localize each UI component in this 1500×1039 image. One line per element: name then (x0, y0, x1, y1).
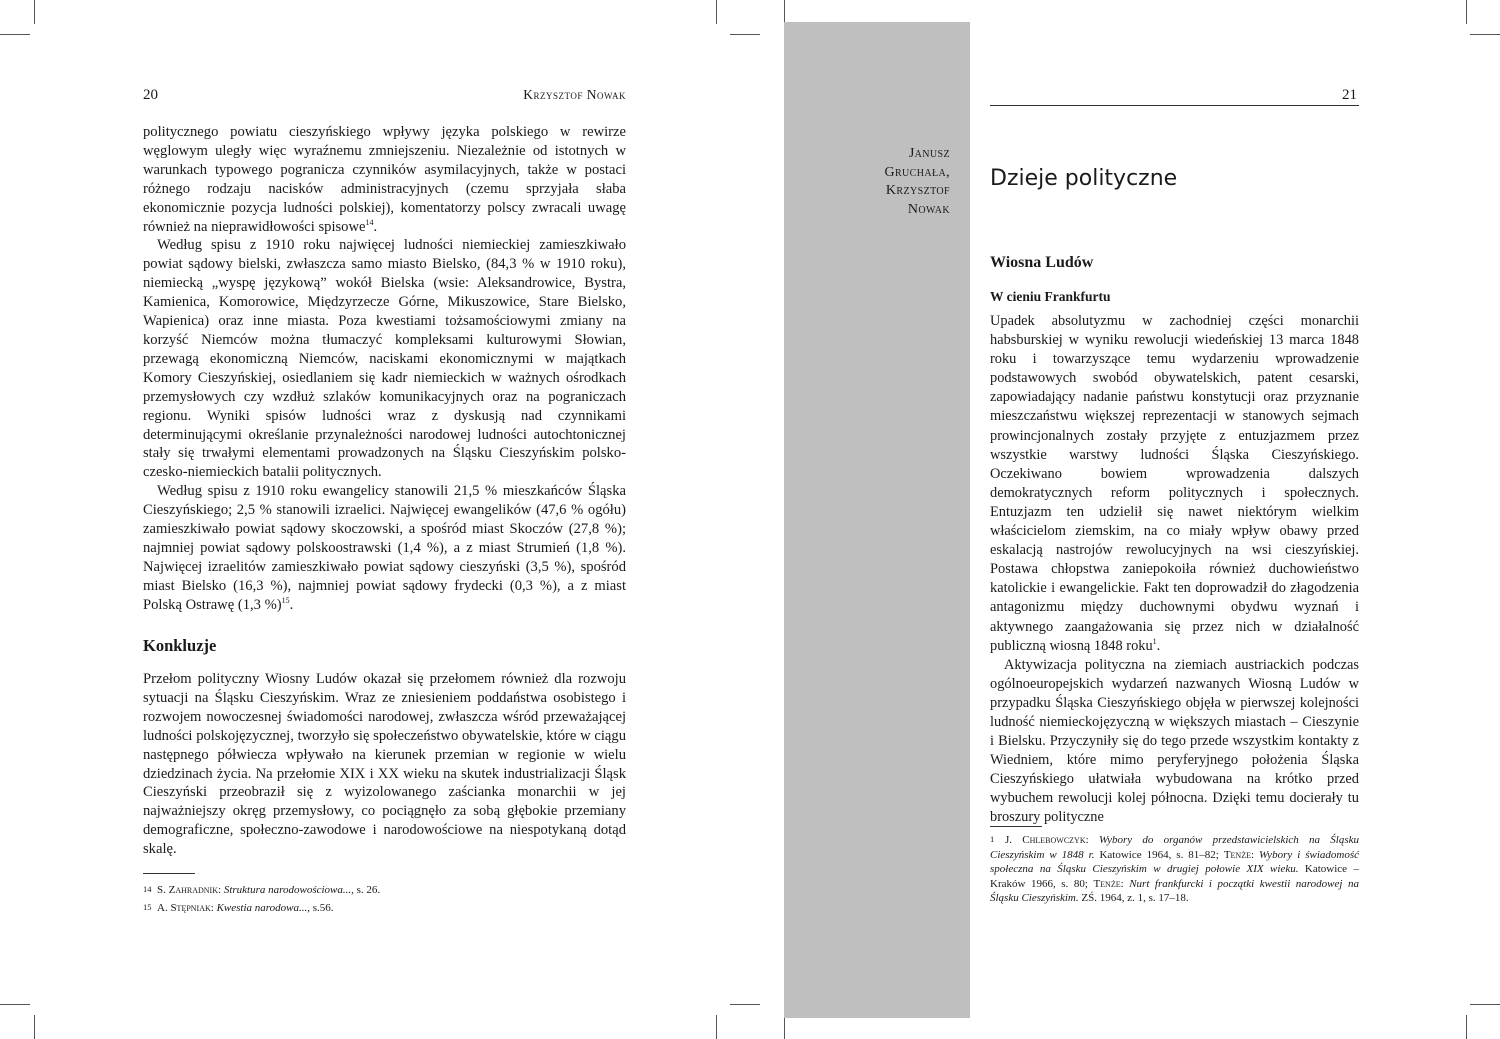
left-body-text (143, 123, 626, 615)
author-line: Nowak (907, 201, 950, 217)
paragraph: Według spisu z 1910 roku najwięcej ludności niemieckiej zamieszkiwało powiat sądowy bielski, zwłaszcza samo miasto Bielsko, (84,3 % w 1910 roku), niemiecką „wyspę językową” wokół Bielska (wsie: Aleksandrowice, Bystra, Kamienica, Komorowice, Międzyrzecze Górne, Mikuszowice, Stare Bielsko, Wapienica) oraz inne miasta. Poza kwestiami tożsamościowymi zmiany na korzyść Niemców można tłumaczyć kompleksami kulturowymi Słowian, przewagą ekonomiczną Niemców, naciskami ekonomicznymi w majątkach Komory Cieszyńskiej, osiedlaniem się kadr niemieckich w ważnych ośrodkach przemysłowych czy wzdłuż szlaków komunikacyjnych oraz na pograniczach regionu. Wyniki spisów ludności wraz z dyskusją nad czynnikami determinującymi określanie przynależności narodowej ludności autochtonicznej stały się trwałymi elementami prowadzonych na Śląsku Cieszyńskim polsko-czesko-niemieckich batalii politycznych. (143, 237, 626, 481)
paragraph: Według spisu z 1910 roku ewangelicy stanowili 21,5 % mieszkańców Śląska Cieszyńskiego; 2,5 % stanowili izraelici. Najwięcej ewangelików (47,6 % ogółu) zamieszkiwało powiat sądowy skoczowski, a spośród miast Skoczów (27,8 %); najmniej powiat sądowy polskoostrawski (1,4 %), a z miast Strumień (1,8 %). Najwięcej izraelitów zamieszkiwało powiat sądowy cieszyński (3,5 %), spośród miast Bielsko (16,3 %), najmniej powiat sądowy frydecki (0,3 %), a z miast Polską Ostrawę (1,3 %)$^{15}$. (143, 483, 626, 613)
paragraph: Upadek absolutyzmu w zachodniej części monarchii habsburskiej w wyniku rewolucji wiedeńskiej 13 marca 1848 roku i towarzyszące temu wydarzeniu wprowadzenie podstawowych swobód obywatelskich, patent cesarski, zapowiadający nadanie państwu konstytucji oraz przyznanie mieszczaństwu większej reprezentacji w stanowych sejmach prowincjonalnych zostały przyjęte z entuzjazmem przez wszystkie warstwy ludności Śląska Cieszyńskiego. Oczekiwano bowiem wprowadzenia dalszych demokratycznych reform politycznych i społecznych. Entuzjazm ten udzielił się nawet niektórym wielkim właścicielom ziemskim, na co miały wpływ obawy przed eskalacją nastrojów rewolucyjnych na wsi cieszyńskiej. Postawa chłopstwa zaniepokoiła również duchowieństwo katolickie i ewangelickie. Fakt ten doprowadził do złagodzenia antagonizmu między duchownymi obydwu wyznań i aktywnego zaangażowania się przez nich w działalność publiczną wiosną 1848 roku$^1$. (990, 313, 1359, 654)
footnote-ref[interactable]: 14 (365, 217, 374, 227)
section-heading-konkluzje: Konkluzje (143, 636, 217, 655)
footnote-ref[interactable]: 15 (281, 595, 290, 605)
author-line: Janusz (908, 146, 950, 161)
paragraph: Aktywizacja polityczna na ziemiach austriackich podczas ogólnoeuropejskich wydarzeń nazwanych Wiosną Ludów w przypadku Śląska Cieszyńskiego objęła w pierwszej kolejności ludność niemieckojęzyczną w większych miastach – Cieszynie i Bielsku. Przyczyniły się do tego przede wszystkim kontakty z Wiedniem, które mimo peryferyjnego położenia Śląska Cieszyńskiego ułatwiała wybudowana na krótko przed wybuchem rewolucji kolej północna. Dzięki temu docierały tu broszury polityczne (990, 656, 1359, 826)
footnote-ref[interactable]: 1 (1152, 636, 1157, 646)
crop-mark (784, 0, 785, 24)
crop-mark (1470, 34, 1500, 35)
paragraph: politycznego powiatu cieszyńskiego wpływy języka polskiego w rewirze węglowym uległy więc wyraźnemu zmniejszeniu. Niezależnie od istotnych w warunkach typowego pogranicza czynników asymilacyjnych, także w postaci różnego rodzaju nacisków administracyjnych (czemu sprzyjała słaba ekonomicznie pozycja ludności polskiej), komentatorzy polscy zwracali uwagę również na nieprawidłowości spisowe$^{14}$. (143, 124, 626, 235)
subsection-heading-frankfurt: W cieniu Frankfurtu (990, 289, 1111, 304)
chapter-title: Dzieje polityczne (990, 166, 1178, 191)
crop-mark (730, 1004, 760, 1005)
crop-mark (716, 0, 717, 24)
footnote-divider (143, 873, 195, 874)
footnote: 15 A. Stępniak: Kwestia narodowa..., s.56. (143, 902, 334, 914)
crop-mark (1466, 1015, 1467, 1039)
crop-mark (730, 34, 760, 35)
page-number-right: 21 (1342, 87, 1357, 103)
header-rule (990, 105, 1359, 106)
footnote-divider (990, 826, 1042, 827)
crop-mark (34, 1015, 35, 1039)
left-footnotes (143, 881, 626, 917)
right-body-text (990, 312, 1359, 828)
crop-mark (1470, 1004, 1500, 1005)
crop-mark (0, 34, 30, 35)
right-footnote: 1 J. Chlebowczyk: Wybory do organów przedstawicielskich na Śląsku Cieszyńskim w 1848 r. Katowice 1964, s. 81–82; Tenże: Wybory i świadomość społeczna na Śląsku Cieszyńskim w drugiej połowie XIX wieku. Katowice – Kraków 1966, s. 80; Tenże: Nurt frankfurcki i początki kwestii narodowej na Śląsku Cieszyńskim. ZŚ. 1964, z. 1, s. 17–18. (990, 834, 1360, 905)
author-line: Gruchała, (884, 164, 950, 180)
author-line: Krzysztof (885, 183, 950, 198)
running-head-author: Krzysztof Nowak (523, 87, 626, 102)
section-heading-wiosna: Wiosna Ludów (990, 254, 1094, 271)
crop-mark (1466, 0, 1467, 24)
crop-mark (784, 1015, 785, 1039)
crop-mark (716, 1015, 717, 1039)
crop-mark (0, 1004, 30, 1005)
chapter-authors (800, 145, 950, 219)
konkluzje-paragraph: Przełom polityczny Wiosny Ludów okazał się przełomem również dla rozwoju sytuacji na Śląsku Cieszyńskim. Wraz ze zniesieniem poddaństwa osobistego i rozwojem nowoczesnej świadomości narodowej, zwłaszcza wśród przeważającej ludności polskojęzycznej, tworzyło się społeczeństwo obywatelskie, które w ciągu następnego półwiecza wpływało na kierunek przemian w regionie w wielu dziedzinach życia. Na przełomie XIX i XX wieku na skutek industrializacji Śląsk Cieszyński przeobraził się z wyizolowanego zaścianka monarchii w jej najważniejszy okręg przemysłowy, co pociągnęło za sobą głębokie przemiany demograficzne, społeczno-zawodowe i narodowościowe na niespotykaną dotąd skalę. (143, 671, 626, 858)
footnote: 14 S. Zahradnik: Struktura narodowościowa..., s. 26. (143, 884, 381, 896)
crop-mark (34, 0, 35, 24)
page-number-left: 20 (143, 87, 158, 103)
